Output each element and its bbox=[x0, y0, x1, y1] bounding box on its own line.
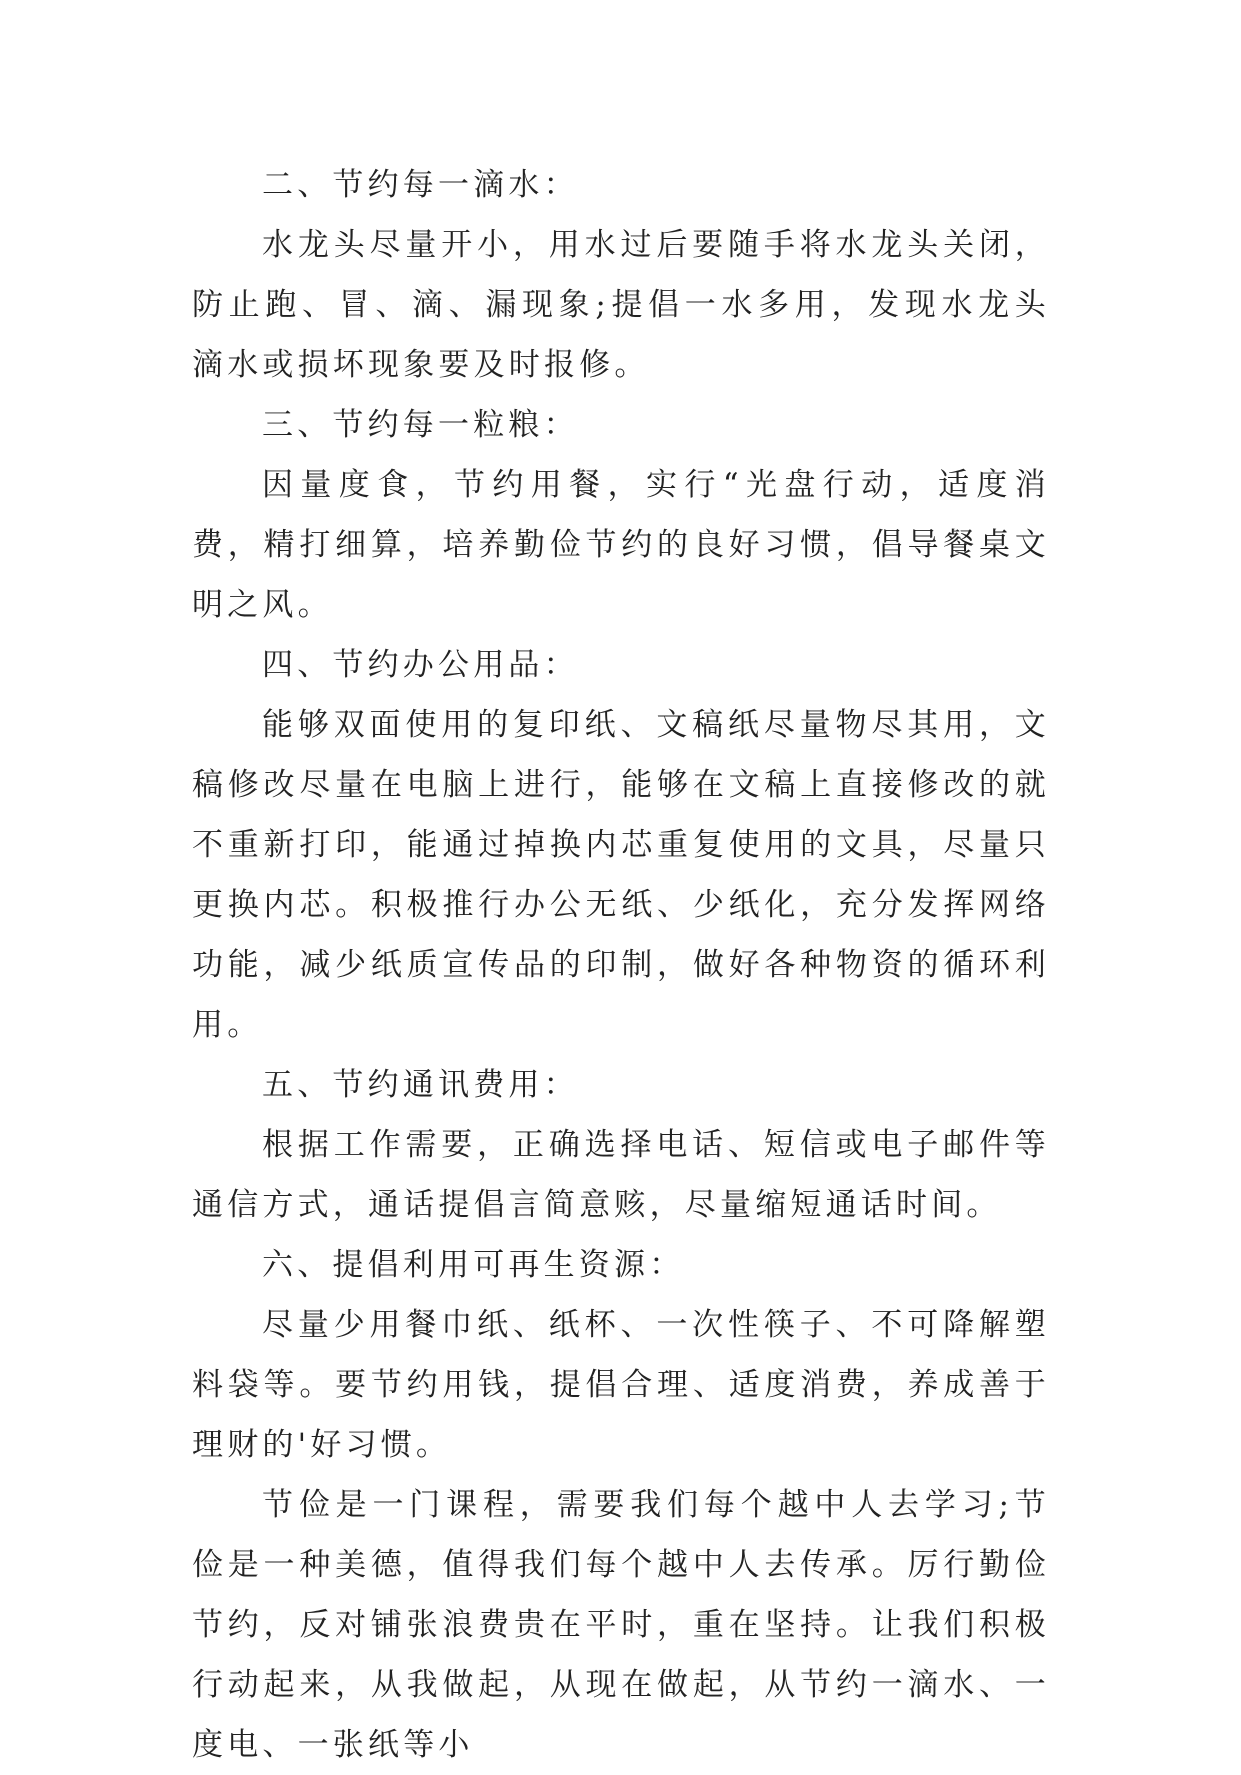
document-body bbox=[192, 155, 1050, 1775]
paragraph-save-office-supplies: 能够双面使用的复印纸、文稿纸尽量物尽其用，文稿修改尽量在电脑上进行，能够在文稿上直接修改的就不重新打印，能通过掉换内芯重复使用的文具，尽量只更换内芯。积极推行办公无纸、少纸化，充分发挥网络功能，减少纸质宣传品的印制，做好各种物资的循环利用。 bbox=[192, 707, 1050, 1043]
heading-renewable-resources: 六、提倡利用可再生资源： bbox=[262, 1247, 685, 1283]
heading-save-water: 二、节约每一滴水： bbox=[262, 167, 579, 203]
paragraph-renewable-resources: 尽量少用餐巾纸、纸杯、一次性筷子、不可降解塑料袋等。要节约用钱，提倡合理、适度消费，养成善于理财的'好习惯。 bbox=[192, 1307, 1050, 1463]
heading-save-office-supplies: 四、节约办公用品： bbox=[262, 647, 579, 683]
heading-save-communication-costs: 五、节约通讯费用： bbox=[262, 1067, 579, 1103]
paragraph-save-water: 水龙头尽量开小，用水过后要随手将水龙头关闭，防止跑、冒、滴、漏现象;提倡一水多用，发现水龙头滴水或损坏现象要及时报修。 bbox=[192, 227, 1050, 383]
paragraph-conclusion: 节俭是一门课程，需要我们每个越中人去学习;节俭是一种美德，值得我们每个越中人去传承。厉行勤俭节约，反对铺张浪费贵在平时，重在坚持。让我们积极行动起来，从我做起，从现在做起，从节约一滴水、一度电、一张纸等小 bbox=[192, 1487, 1050, 1763]
paragraph-save-grain: 因量度食，节约用餐，实行“光盘行动，适度消费，精打细算，培养勤俭节约的良好习惯，倡导餐桌文明之风。 bbox=[192, 467, 1050, 623]
heading-save-grain: 三、节约每一粒粮： bbox=[262, 407, 579, 443]
paragraph-save-communication-costs: 根据工作需要，正确选择电话、短信或电子邮件等通信方式，通话提倡言简意赅，尽量缩短通话时间。 bbox=[192, 1127, 1050, 1223]
